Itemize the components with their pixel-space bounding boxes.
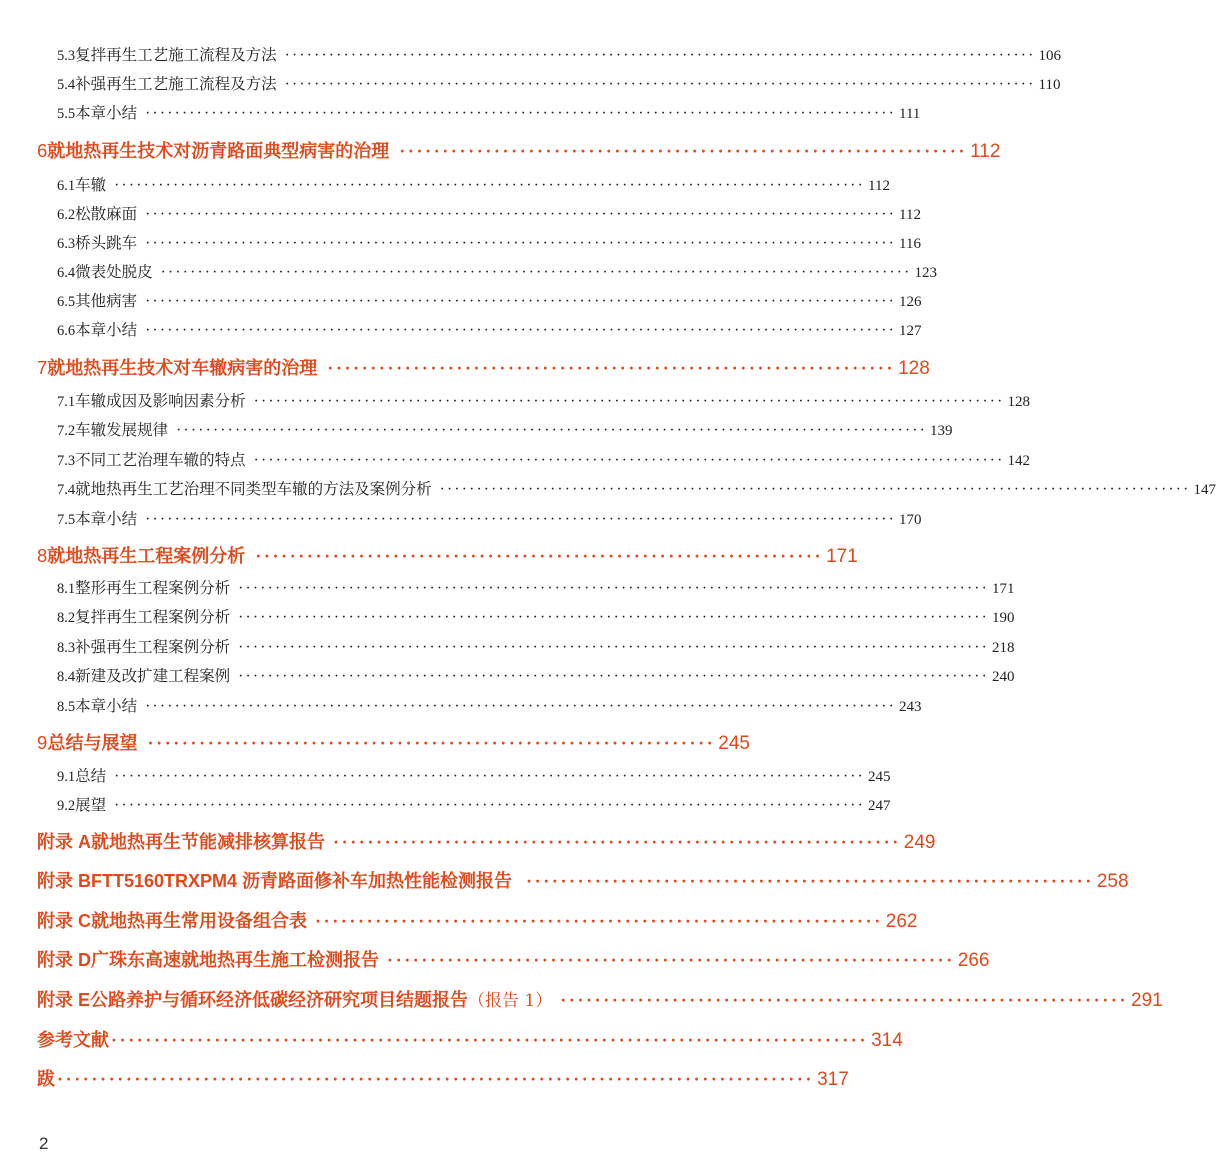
toc-entry[interactable] xyxy=(57,260,938,282)
entry-page: 245 xyxy=(868,769,891,785)
appendix-page: 258 xyxy=(1096,871,1129,892)
entry-page: 218 xyxy=(992,640,1015,656)
entry-page: 127 xyxy=(899,323,922,339)
appendix-page: 249 xyxy=(903,832,936,853)
entry-page: 116 xyxy=(899,236,921,252)
entry-number: 8.2 xyxy=(57,610,76,626)
appendix-title-suffix: （报告 1） xyxy=(468,991,553,1011)
toc-appendix-entry[interactable] xyxy=(37,986,1163,1012)
leader-dots: ······································································································ xyxy=(145,105,897,122)
entry-number: 9.1 xyxy=(57,769,76,785)
appendix-page: 262 xyxy=(885,911,918,932)
leader-dots: ························································································ xyxy=(57,1069,815,1089)
entry-number: 7.1 xyxy=(57,394,76,410)
toc-postscript-entry[interactable] xyxy=(37,1065,849,1091)
entry-page: 147 xyxy=(1193,482,1216,498)
chapter-number: 7 xyxy=(37,357,48,378)
toc-entry[interactable] xyxy=(57,448,1031,470)
toc-references-entry[interactable] xyxy=(37,1026,903,1052)
leader-dots: ······································································································ xyxy=(114,177,866,194)
appendix-title: 广珠东高速就地热再生施工检测报告 xyxy=(91,950,379,971)
entry-title: 整形再生工程案例分析 xyxy=(75,579,231,597)
appendix-label: 附录 B xyxy=(37,871,91,891)
chapter-number: 8 xyxy=(37,545,48,566)
entry-title: 补强再生工程案例分析 xyxy=(75,638,231,656)
references-title: 参考文献 xyxy=(37,1030,109,1051)
entry-number: 6.6 xyxy=(57,323,76,339)
entry-page: 243 xyxy=(899,699,922,715)
entry-title: 本章小结 xyxy=(75,697,138,715)
entry-page: 126 xyxy=(899,294,922,310)
entry-title: 补强再生工艺施工流程及方法 xyxy=(75,75,277,93)
toc-entry[interactable] xyxy=(57,101,921,123)
entry-number: 8.1 xyxy=(57,581,76,597)
entry-title: 不同工艺治理车辙的特点 xyxy=(75,451,246,469)
appendix-label: 附录 E xyxy=(37,990,91,1010)
leader-dots: ·································································· xyxy=(526,871,1094,891)
toc-entry[interactable] xyxy=(57,389,1031,411)
entry-number: 8.5 xyxy=(57,699,76,715)
leader-dots: ·································································· xyxy=(255,546,824,566)
entry-number: 7.3 xyxy=(57,453,76,469)
entry-page: 106 xyxy=(1038,48,1062,64)
toc-appendix-entry[interactable] xyxy=(37,867,1129,893)
toc-entry[interactable] xyxy=(57,289,922,311)
entry-title: 新建及改扩建工程案例 xyxy=(75,667,231,685)
entry-page: 139 xyxy=(930,423,953,439)
entry-page: 128 xyxy=(1007,394,1031,410)
entry-title: 车辙发展规律 xyxy=(75,421,169,439)
appendix-title: 就地热再生节能减排核算报告 xyxy=(91,832,325,853)
leader-dots: ······································································································ xyxy=(145,206,897,223)
leader-dots: ······································································································ xyxy=(253,452,1005,469)
entry-page: 110 xyxy=(1038,77,1061,93)
appendix-title: 就地热再生常用设备组合表 xyxy=(91,911,307,932)
toc-entry[interactable] xyxy=(57,694,922,716)
entry-number: 5.4 xyxy=(57,77,76,93)
toc-entry[interactable] xyxy=(57,231,921,253)
entry-title: 微表处脱皮 xyxy=(75,263,153,281)
entry-number: 6.3 xyxy=(57,236,76,252)
entry-number: 8.4 xyxy=(57,669,76,685)
appendix-title: 公路养护与循环经济低碳经济研究项目结题报告 xyxy=(90,990,469,1011)
leader-dots: ······································································································ xyxy=(176,422,928,439)
chapter-title: 就地热再生技术对车辙病害的治理 xyxy=(47,358,318,379)
entry-number: 8.3 xyxy=(57,640,76,656)
entry-title: 本章小结 xyxy=(75,510,138,528)
leader-dots: ······································································································ xyxy=(114,768,866,785)
postscript-title: 跋 xyxy=(37,1069,55,1090)
toc-chapter-entry[interactable] xyxy=(37,729,750,755)
leader-dots: ·································································· xyxy=(399,141,968,161)
leader-dots: ·································································· xyxy=(560,990,1129,1010)
entry-number: 5.5 xyxy=(57,106,76,122)
leader-dots: ······································································································ xyxy=(439,481,1191,498)
leader-dots: ······································································································ xyxy=(145,511,897,528)
entry-number: 7.4 xyxy=(57,482,76,498)
postscript-page: 317 xyxy=(817,1069,849,1090)
entry-title: 复拌再生工艺施工流程及方法 xyxy=(75,46,277,64)
toc-appendix-entry[interactable] xyxy=(37,907,918,933)
entry-title: 复拌再生工程案例分析 xyxy=(75,608,231,626)
chapter-page: 128 xyxy=(898,358,930,379)
entry-number: 6.2 xyxy=(57,207,76,223)
entry-page: 112 xyxy=(899,207,921,223)
toc-entry[interactable] xyxy=(57,764,891,786)
entry-number: 6.4 xyxy=(57,265,76,281)
toc-entry[interactable] xyxy=(57,72,1061,94)
toc-entry[interactable] xyxy=(57,605,1015,627)
entry-number: 7.5 xyxy=(57,512,76,528)
leader-dots: ·································································· xyxy=(327,358,896,378)
toc-entry[interactable] xyxy=(57,318,922,340)
appendix-title: FTT5160TRXPM4 沥青路面修补车加热性能检测报告 xyxy=(91,871,513,891)
entry-page: 171 xyxy=(992,581,1015,597)
appendix-label: 附录 D xyxy=(37,950,91,970)
chapter-title: 总结与展望 xyxy=(47,733,138,754)
entry-title: 车辙成因及影响因素分析 xyxy=(75,392,246,410)
entry-number: 5.3 xyxy=(57,48,76,64)
entry-number: 9.2 xyxy=(57,798,76,814)
leader-dots: ·································································· xyxy=(315,911,883,931)
entry-number: 6.1 xyxy=(57,178,76,194)
entry-title: 展望 xyxy=(75,796,107,814)
toc-entry[interactable] xyxy=(57,43,1062,65)
entry-page: 123 xyxy=(914,265,938,281)
leader-dots: ······································································································ xyxy=(238,580,990,597)
toc-appendix-entry[interactable] xyxy=(37,946,990,972)
entry-page: 247 xyxy=(868,798,891,814)
entry-number: 6.5 xyxy=(57,294,76,310)
leader-dots: ······································································································ xyxy=(238,668,990,685)
leader-dots: ······································································································ xyxy=(284,76,1036,93)
entry-page: 142 xyxy=(1007,453,1031,469)
leader-dots: ······································································································ xyxy=(284,47,1036,64)
chapter-page: 245 xyxy=(718,733,750,754)
toc-chapter-entry[interactable] xyxy=(37,542,858,568)
toc-entry[interactable] xyxy=(57,793,891,815)
leader-dots: ·································································· xyxy=(147,733,716,753)
page-number: 2 xyxy=(39,1134,49,1153)
leader-dots: ························································································ xyxy=(111,1030,869,1050)
chapter-page: 112 xyxy=(970,141,1001,162)
leader-dots: ······································································································ xyxy=(145,698,897,715)
toc-entry[interactable] xyxy=(57,477,1216,499)
chapter-title: 就地热再生技术对沥青路面典型病害的治理 xyxy=(47,141,390,162)
entry-page: 170 xyxy=(899,512,922,528)
toc-entry[interactable] xyxy=(57,635,1015,657)
entry-title: 总结 xyxy=(75,767,107,785)
toc-entry[interactable] xyxy=(57,576,1015,598)
appendix-label: 附录 A xyxy=(37,832,91,852)
entry-page: 190 xyxy=(992,610,1015,626)
leader-dots: ······································································································ xyxy=(145,322,897,339)
entry-title: 其他病害 xyxy=(75,292,138,310)
leader-dots: ·································································· xyxy=(387,950,955,970)
leader-dots: ······································································································ xyxy=(145,235,897,252)
toc-entry[interactable] xyxy=(57,173,890,195)
chapter-title: 就地热再生工程案例分析 xyxy=(47,546,246,567)
entry-page: 112 xyxy=(868,178,890,194)
entry-title: 就地热再生工艺治理不同类型车辙的方法及案例分析 xyxy=(75,480,432,498)
chapter-number: 9 xyxy=(37,732,48,753)
toc-entry[interactable] xyxy=(57,507,922,529)
entry-number: 7.2 xyxy=(57,423,76,439)
leader-dots: ······································································································ xyxy=(145,293,897,310)
toc-entry[interactable] xyxy=(57,202,921,224)
references-page: 314 xyxy=(871,1030,903,1051)
toc-entry[interactable] xyxy=(57,418,953,440)
entry-page: 240 xyxy=(992,669,1015,685)
toc-chapter-entry[interactable] xyxy=(37,354,930,380)
chapter-number: 6 xyxy=(37,140,48,161)
leader-dots: ·································································· xyxy=(333,832,901,852)
entry-title: 桥头跳车 xyxy=(75,234,138,252)
leader-dots: ······································································································ xyxy=(114,797,866,814)
toc-appendix-entry[interactable] xyxy=(37,828,936,854)
leader-dots: ······································································································ xyxy=(253,393,1005,410)
toc-chapter-entry[interactable] xyxy=(37,137,1001,163)
entry-title: 本章小结 xyxy=(75,321,138,339)
toc-entry[interactable] xyxy=(57,664,1015,686)
entry-title: 松散麻面 xyxy=(75,205,138,223)
chapter-page: 171 xyxy=(826,546,858,567)
appendix-label: 附录 C xyxy=(37,911,91,931)
leader-dots: ······································································································ xyxy=(238,639,990,656)
leader-dots: ······································································································ xyxy=(160,264,912,281)
entry-title: 本章小结 xyxy=(75,104,138,122)
entry-title: 车辙 xyxy=(75,176,107,194)
appendix-page: 266 xyxy=(957,950,990,971)
appendix-page: 291 xyxy=(1131,990,1163,1011)
leader-dots: ······································································································ xyxy=(238,609,990,626)
entry-page: 111 xyxy=(899,106,921,122)
